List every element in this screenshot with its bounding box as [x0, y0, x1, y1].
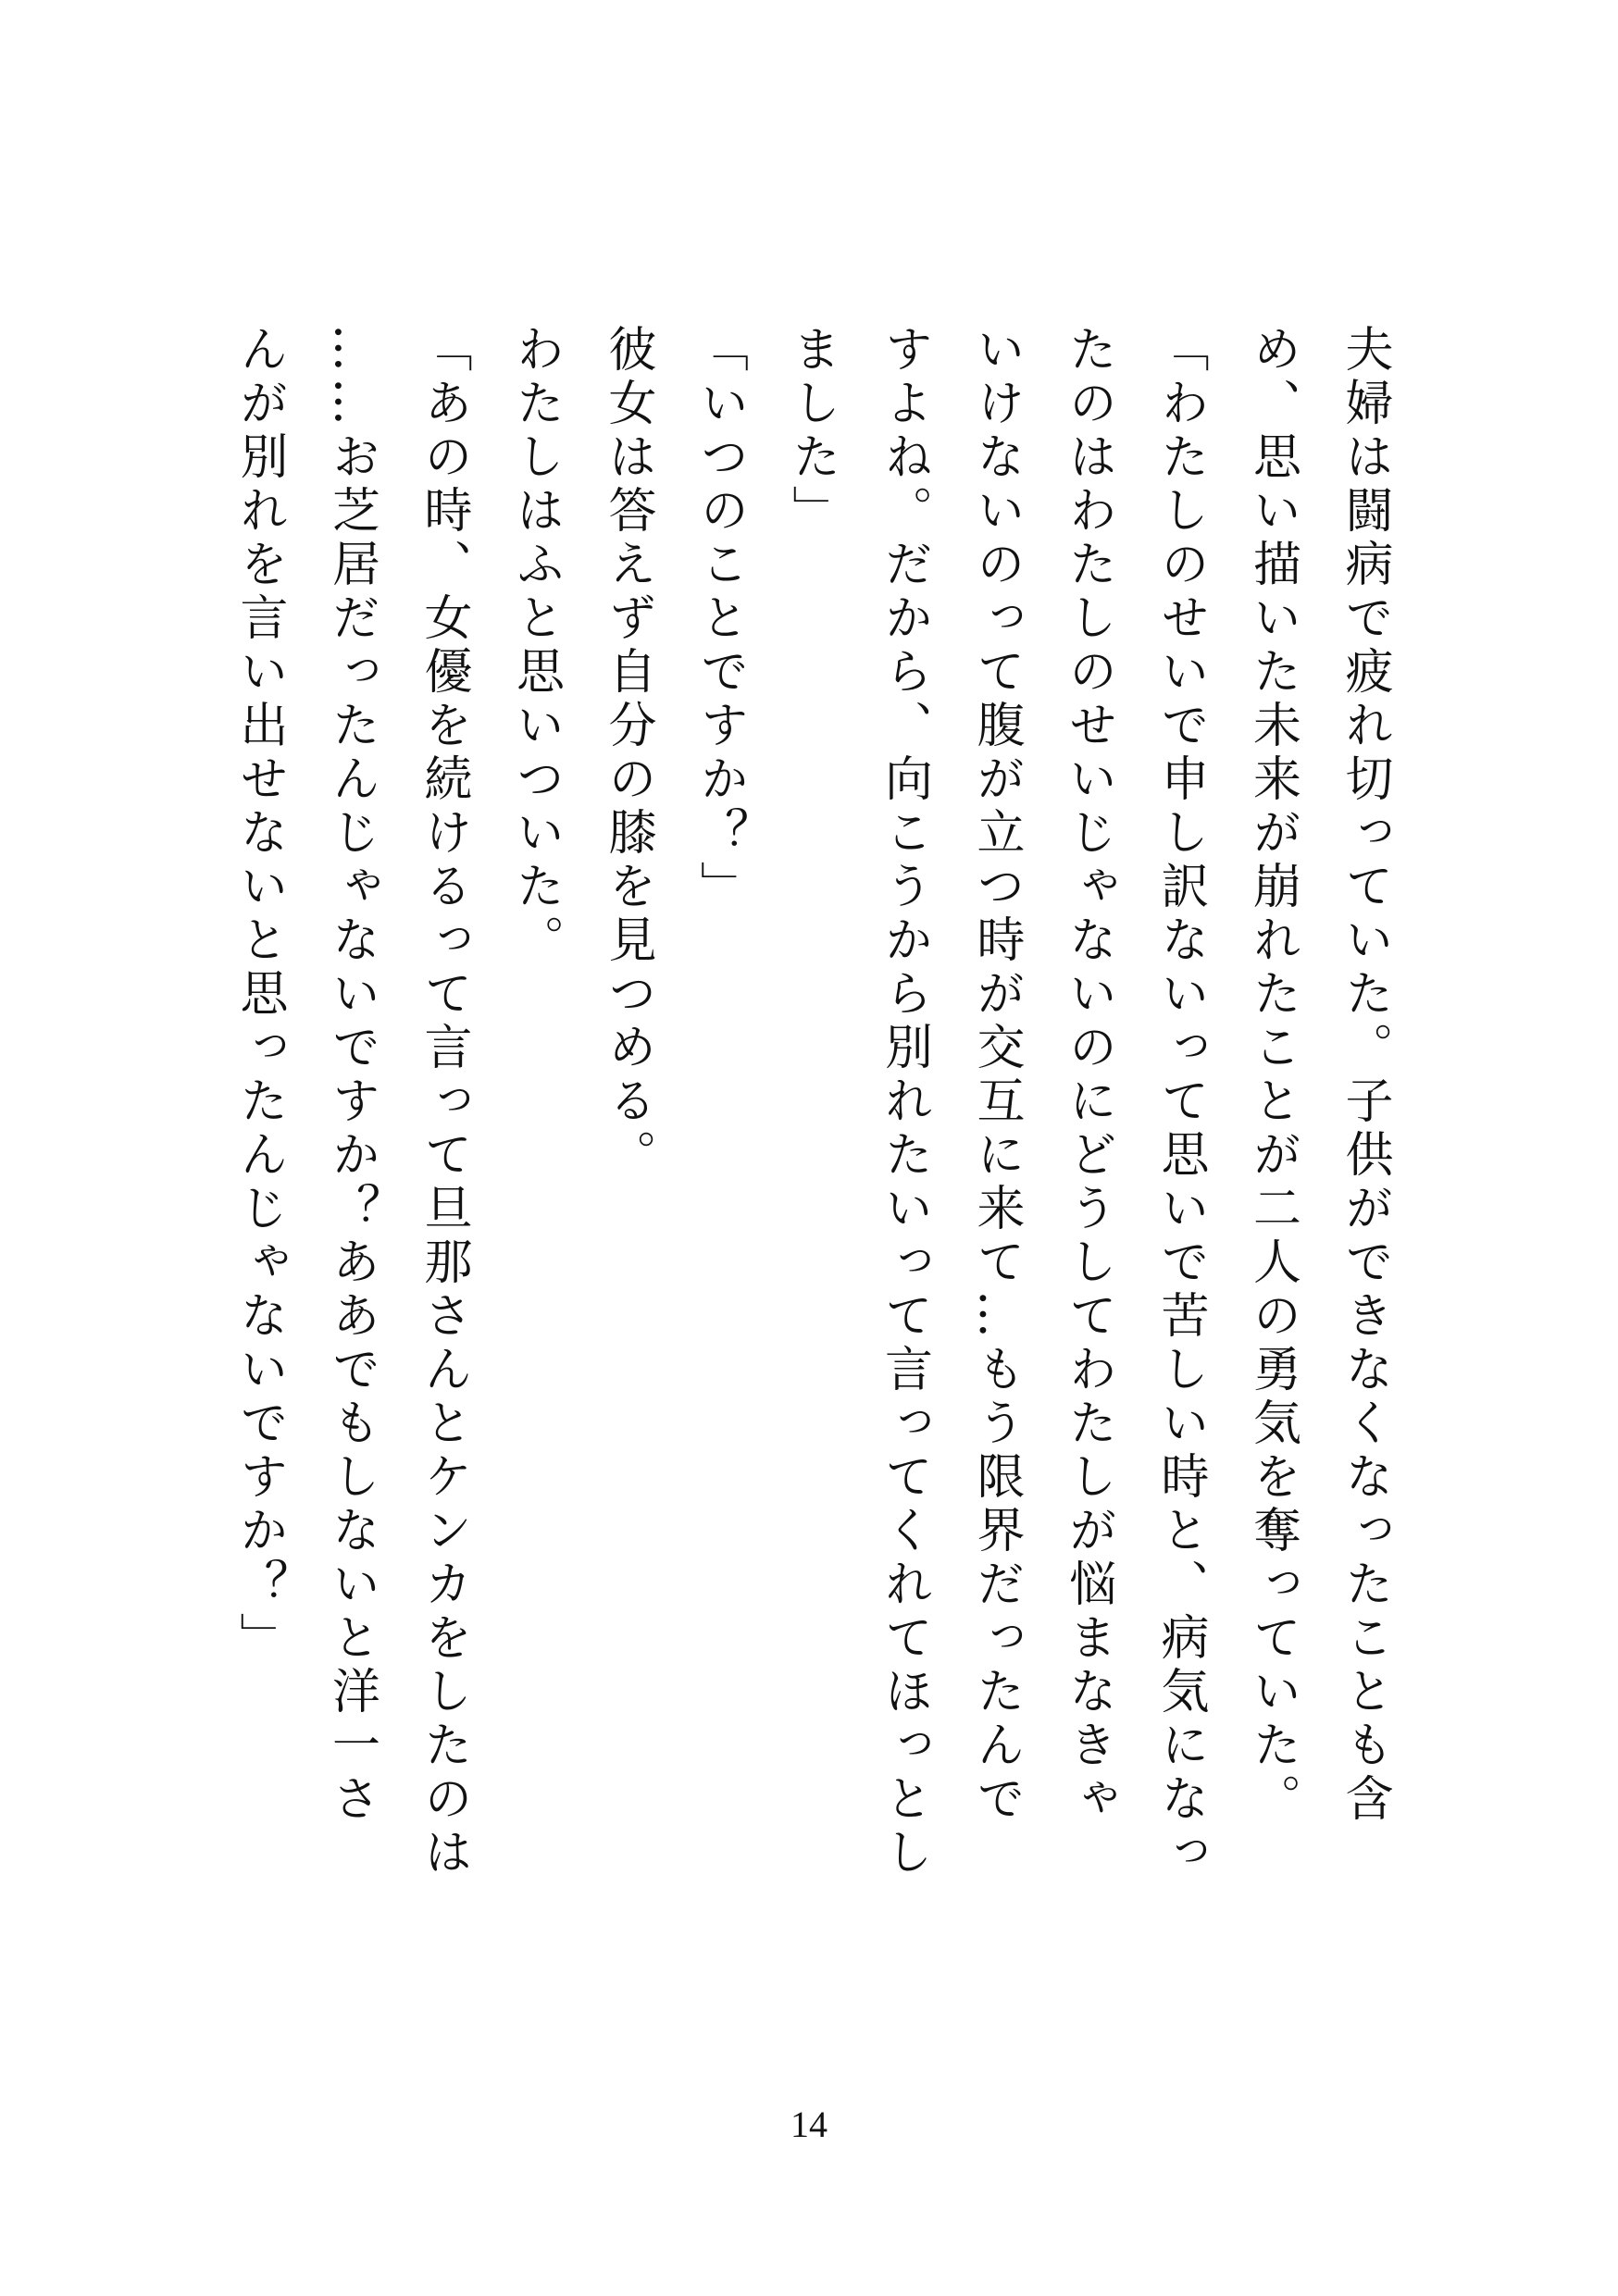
text-line: ……お芝居だったんじゃないですか？ああでもしないと洋一さ	[323, 324, 380, 1827]
text-line: すよね。だから、向こうから別れたいって言ってくれてほっとし	[876, 324, 932, 1880]
text-line: 夫婦は闘病で疲れ切っていた。子供ができなくなったことも含	[1337, 324, 1392, 1827]
text-line: いけないのって腹が立つ時が交互に来て…もう限界だったんで	[968, 324, 1024, 1827]
text-line: わたしはふと思いついた。	[507, 324, 564, 968]
page-number: 14	[790, 2104, 828, 2145]
text-line: 「いつのことですか？」	[691, 324, 748, 914]
text-line: んが別れを言い出せないと思ったんじゃないですか？」	[231, 324, 287, 1666]
text-line: 彼女は答えず自分の膝を見つめる。	[600, 324, 655, 1183]
text-line: ました」	[784, 324, 840, 539]
text-line: たのはわたしのせいじゃないのにどうしてわたしが悩まなきゃ	[1060, 324, 1116, 1827]
text-line: 「わたしのせいで申し訳ないって思いで苦しい時と、病気になっ	[1152, 324, 1208, 1880]
text-line: め、思い描いた未来が崩れたことが二人の勇気を奪っていた。	[1244, 324, 1301, 1827]
vertical-text-body	[206, 324, 1410, 1990]
text-line: 「あの時、女優を続けるって言って旦那さんとケンカをしたのは	[416, 324, 471, 1880]
